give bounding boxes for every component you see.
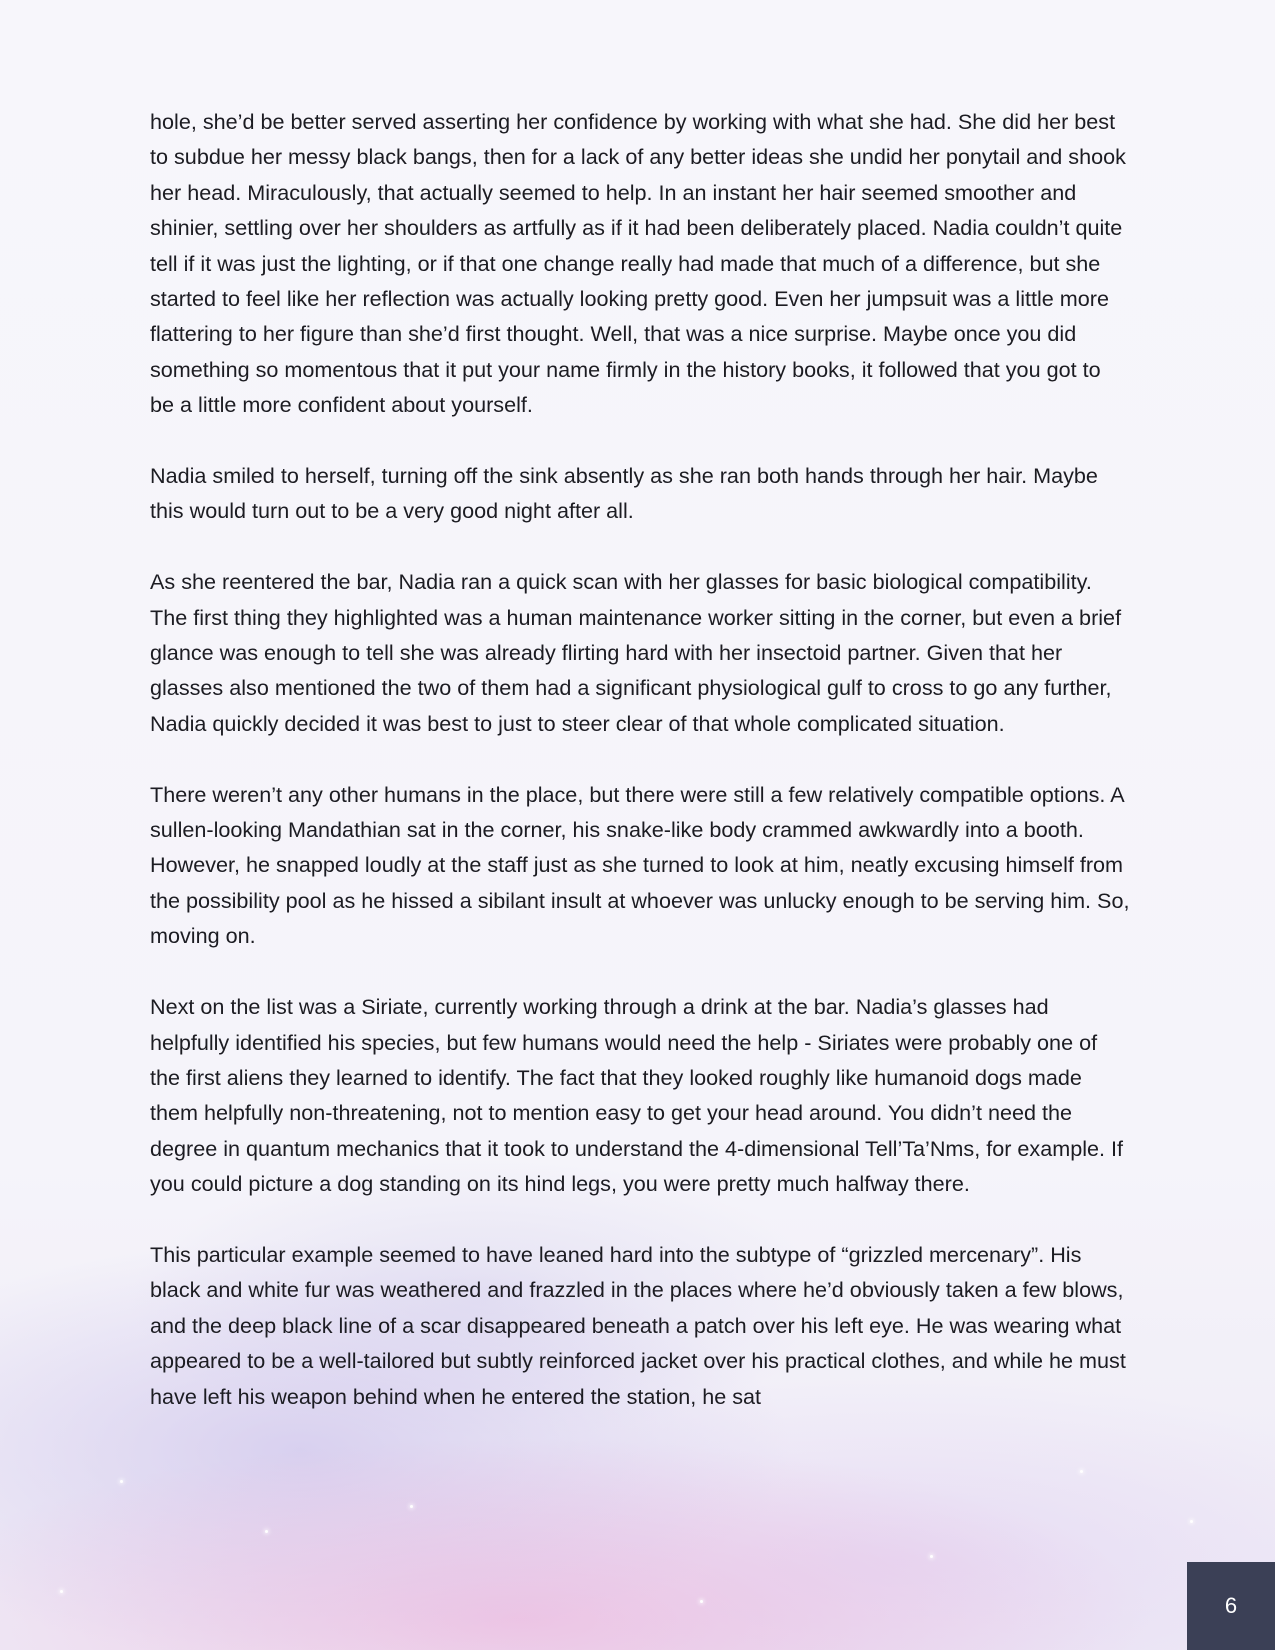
- page-number-box: [1187, 1562, 1275, 1650]
- star-decoration: [1190, 1520, 1193, 1523]
- page-number: 6: [1224, 1593, 1238, 1618]
- paragraph: There weren’t any other humans in the place, but there were still a few relatively compatible options. A sullen-looking Mandathian sat in the corner, his snake-like body crammed awkwardly into a booth. However, he snapped loudly at the staff just as she turned to look at him, neatly excusing himself from the possibility pool as he hissed a sibilant insult at whoever was unlucky enough to be serving him. So, moving on.: [150, 781, 1130, 949]
- body-text: [150, 104, 1130, 1449]
- star-decoration: [700, 1600, 703, 1603]
- paragraph: Nadia smiled to herself, turning off the sink absently as she ran both hands through her hair. Maybe this would turn out to be a very good night after all.: [150, 463, 1098, 524]
- paragraph: As she reentered the bar, Nadia ran a quick scan with her glasses for basic biological compatibility. The first thing they highlighted was a human maintenance worker sitting in the corner, but even a brief glance was enough to tell she was already flirting hard with her insectoid partner. Given that her glasses also mentioned the two of them had a significant physiological gulf to cross to go any further, Nadia quickly decided it was best to just to steer clear of that whole complicated situation.: [150, 569, 1122, 736]
- paragraph: hole, she’d be better served asserting her confidence by working with what she had. She did her best to subdue her messy black bangs, then for a lack of any better ideas she undid her ponytail and shook her head. Miraculously, that actually seemed to help. In an instant her hair seemed smoother and shinier, settling over her shoulders as artfully as if it had been deliberately placed. Nadia couldn’t quite tell if it was just the lighting, or if that one change really had made that much of a difference, but she started to feel like her reflection was actually looking pretty good. Even her jumpsuit was a little more flattering to her figure than she’d first thought. Well, that was a nice surprise. Maybe once you did something so momentous that it put your name firmly in the history books, it followed that you got to be a little more confident about yourself.: [150, 109, 1126, 418]
- paragraph: Next on the list was a Siriate, currently working through a drink at the bar. Nadia’s glasses had helpfully identified his species, but few humans would need the help - Siriates were probably one of the first aliens they learned to identify. The fact that they looked roughly like humanoid dogs made them helpfully non-threatening, not to mention easy to get your head around. You didn’t need the degree in quantum mechanics that it took to understand the 4-dimensional Tell’Ta’Nms, for example. If you could picture a dog standing on its hind legs, you were pretty much halfway there.: [150, 994, 1124, 1197]
- star-decoration: [930, 1555, 933, 1558]
- star-decoration: [120, 1480, 123, 1483]
- star-decoration: [265, 1530, 268, 1533]
- paragraph: This particular example seemed to have leaned hard into the subtype of “grizzled mercenary”. His black and white fur was weathered and frazzled in the places where he’d obviously taken a few blows, and the deep black line of a scar disappeared beneath a patch over his left eye. He was wearing what appeared to be a well-tailored but subtly reinforced jacket over his practical clothes, and while he must have left his weapon behind when he entered the station, he sat: [150, 1241, 1126, 1409]
- star-decoration: [410, 1505, 413, 1508]
- star-decoration: [1080, 1470, 1083, 1473]
- star-decoration: [60, 1590, 63, 1593]
